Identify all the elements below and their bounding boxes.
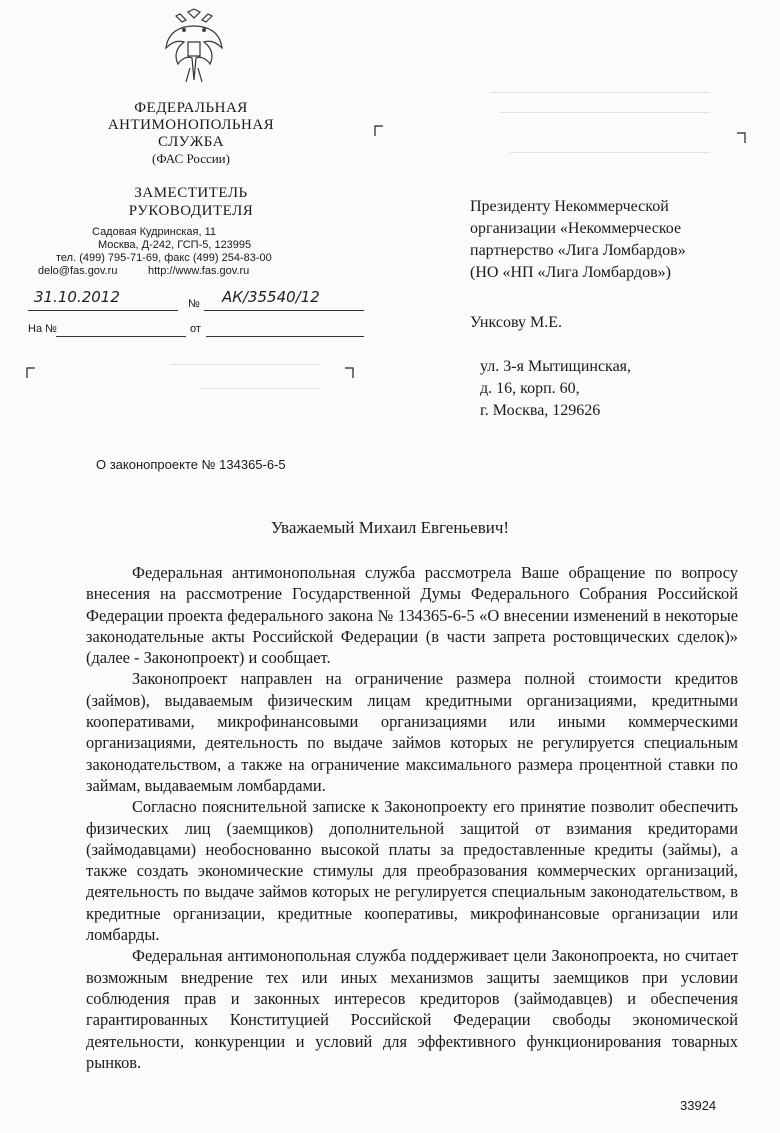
corner-mark — [344, 367, 354, 379]
org-name-line: АНТИМОНОПОЛЬНАЯ — [107, 117, 275, 133]
body-paragraph: Согласно пояснительной записке к Законопроекту его принятие позволит обеспечить физических лиц (заемщиков) дополнительной защитой от взимания кредиторами (займодавцами) необоснованно высокой платы за предоставленные кредиты (займы), а также создать экономические стимулы для преобразования коммерческих организаций, деятельность по выдаче займов которых не регулируется специальным законодательством, в кредитные организации, кредитные кооперативы, микрофинансовые организации или ломбарды. — [86, 797, 738, 945]
letter-subject: О законопроекте № 134365-6-5 — [96, 457, 286, 472]
show-through-mark — [170, 364, 320, 365]
role-line: ЗАМЕСТИТЕЛЬ — [134, 185, 248, 201]
body-paragraph: Федеральная антимонопольная служба рассмотрела Ваше обращение по вопросу внесения на рассмотрение Государственной Думы Федерального Собрания Российской Федерации проекта федерального закона № 134365-6-5 «О внесении изменений в некоторые законодательные акты Российской Федерации (в части запрета ростовщических сделок)» (далее - Законопроект) и сообщает. — [86, 563, 738, 668]
recipient-line: партнерство «Лига Ломбардов» — [470, 242, 686, 259]
recipient-line: (НО «НП «Лига Ломбардов») — [470, 264, 671, 281]
org-address-line: Садовая Кудринская, 11 — [92, 226, 217, 238]
org-web-line: delo@fas.gov.ru http://www.fas.gov.ru — [38, 265, 250, 277]
corner-mark — [736, 132, 746, 144]
from-label: от — [190, 323, 201, 335]
show-through-mark — [490, 92, 710, 93]
recipient-address-line: д. 16, корп. 60, — [480, 380, 580, 397]
signatory-role-block — [98, 184, 284, 220]
recipient-line: организации «Некоммерческое — [470, 220, 682, 237]
letter-body — [86, 562, 738, 1073]
document-footer-number: 33924 — [680, 1098, 717, 1113]
show-through-mark — [200, 388, 320, 389]
corner-mark — [374, 125, 384, 137]
ref-underline — [56, 336, 186, 337]
from-underline — [206, 336, 364, 337]
body-paragraph: Законопроект направлен на ограничение размера полной стоимости кредитов (займов), выдаваемым физическим лицам кредитными организациями, кредитными кооперативами, микрофинансовыми организациями или иными коммерческими организациями, деятельность по выдаче займов которых не регулируется специальным законодательством, а также на ограничение максимального размера процентной ставки по займам, выдаваемым ломбардами. — [86, 669, 738, 795]
role-line: РУКОВОДИТЕЛЯ — [128, 203, 254, 219]
outgoing-number: АК/35540/12 — [222, 288, 320, 306]
number-label: № — [188, 298, 200, 310]
letter-greeting: Уважаемый Михаил Евгеньевич! — [270, 518, 510, 537]
org-address-line: Москва, Д-242, ГСП-5, 123995 — [98, 239, 252, 251]
corner-mark — [26, 367, 36, 379]
show-through-mark — [500, 112, 710, 113]
recipient-name: Унксову М.Е. — [470, 314, 562, 331]
org-name-line: ФЕДЕРАЛЬНАЯ — [134, 100, 248, 116]
org-phone-line: тел. (499) 795-71-69, факс (499) 254-83-00 — [56, 252, 272, 264]
recipient-block — [470, 196, 760, 284]
coat-of-arms-icon — [162, 8, 226, 86]
body-paragraph: Федеральная антимонопольная служба поддерживает цели Законопроекта, но считает возможным внедрение тех или иных механизмов защиты заемщиков при условии соблюдения прав и законных интересов кредиторов (займодавцев) и обеспечения гарантированных Конституцией Российской Федерации свободы экономической деятельности, конкуренции и условий для эффективного функционирования товарных рынков. — [86, 946, 738, 1072]
recipient-line: Президенту Некоммерческой — [470, 198, 669, 215]
org-short-name: (ФАС России) — [152, 151, 230, 166]
org-name-line: СЛУЖБА — [157, 134, 225, 150]
ref-label: На № — [28, 323, 57, 335]
number-underline — [204, 310, 364, 311]
org-name-block — [96, 100, 286, 167]
outgoing-date: 31.10.2012 — [34, 288, 120, 306]
recipient-address-line: ул. 3-я Мытищинская, — [480, 358, 632, 375]
recipient-address — [480, 356, 631, 422]
date-underline — [28, 310, 178, 311]
recipient-address-line: г. Москва, 129626 — [480, 402, 601, 419]
show-through-mark — [510, 152, 710, 153]
org-contact-block — [38, 226, 328, 278]
